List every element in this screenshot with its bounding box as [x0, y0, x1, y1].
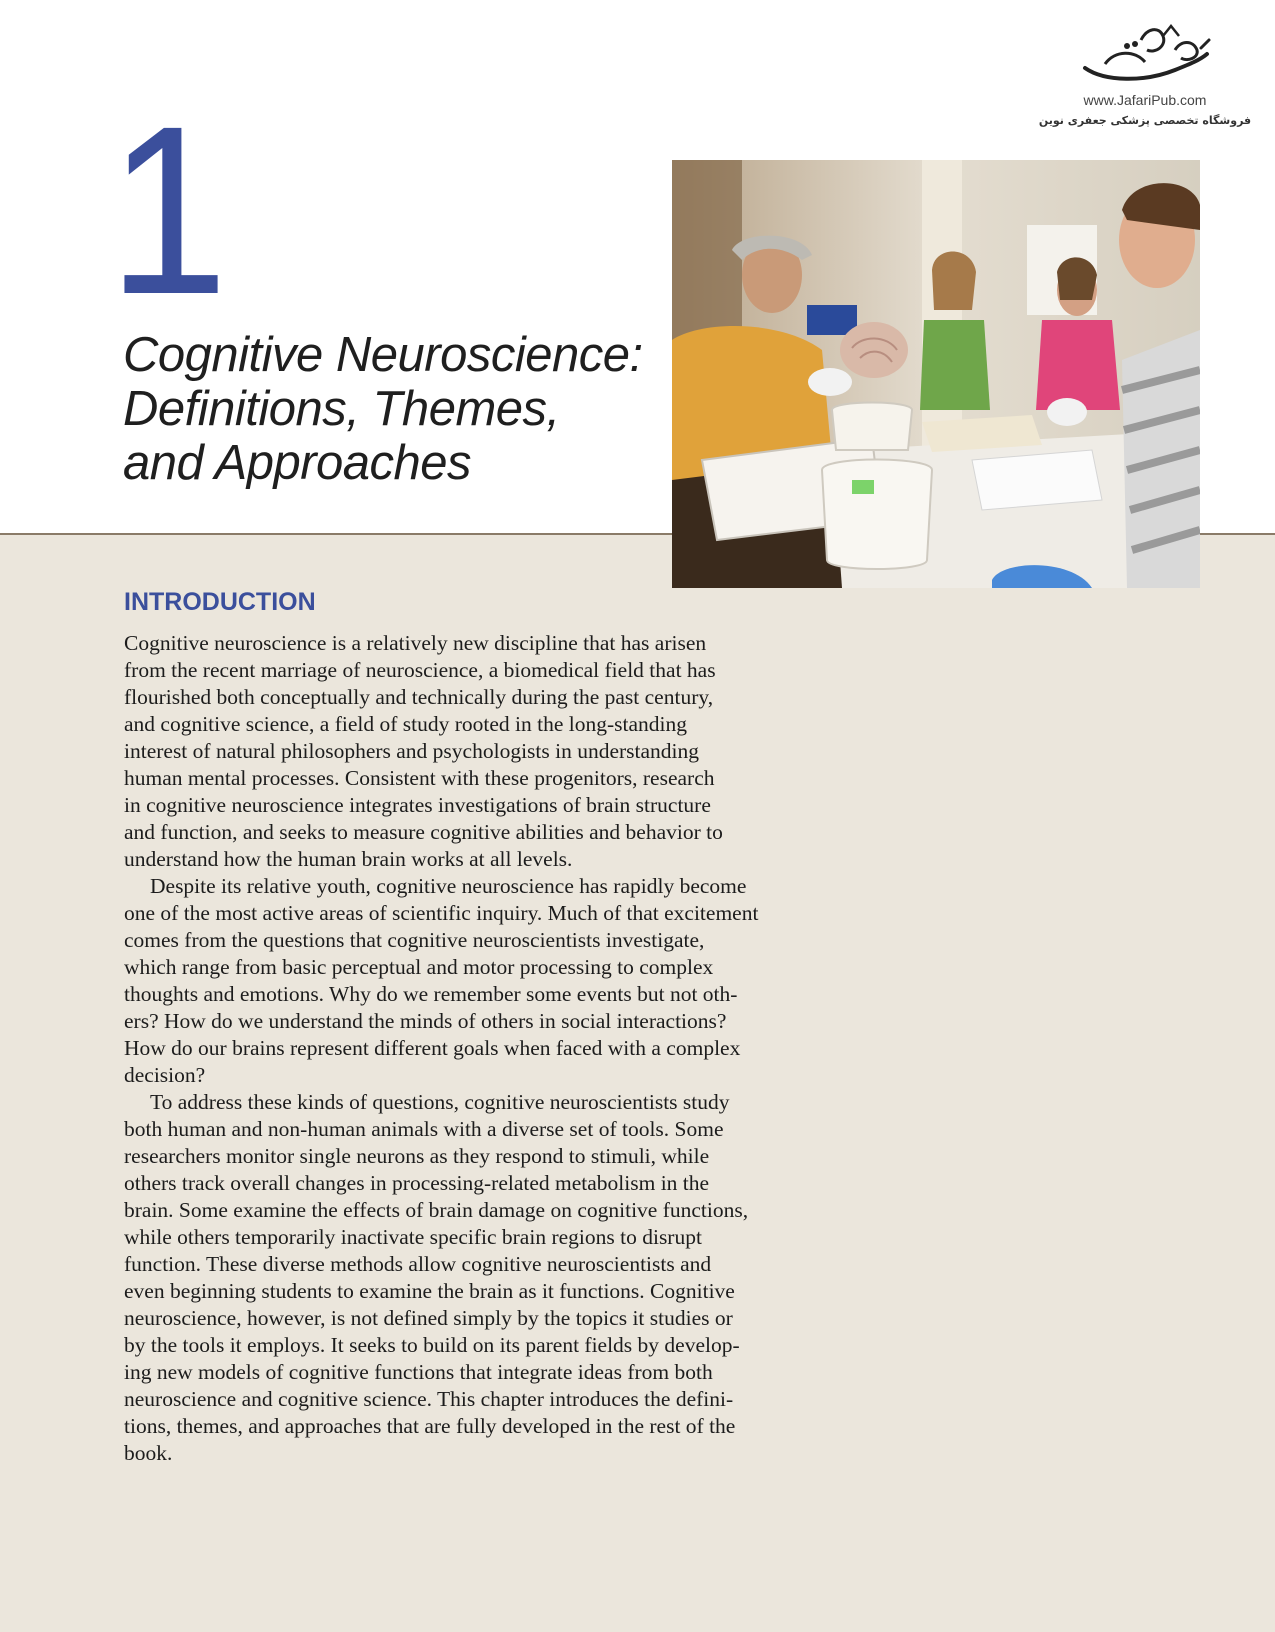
- chapter-photo: [672, 160, 1200, 588]
- text-line: understand how the human brain works at all levels.: [124, 847, 573, 871]
- text-line: tions, themes, and approaches that are fully developed in the rest of the: [124, 1414, 736, 1438]
- paragraph: [124, 873, 844, 1089]
- text-line: ers? How do we understand the minds of others in social interactions?: [124, 1009, 727, 1033]
- publisher-logo: [1030, 20, 1260, 127]
- chapter-title-line: Definitions, Themes,: [123, 382, 560, 436]
- chapter-title-line: and Approaches: [123, 436, 472, 490]
- text-line: Cognitive neuroscience is a relatively new discipline that has arisen: [124, 631, 707, 655]
- paragraph: [124, 1089, 844, 1467]
- text-line: decision?: [124, 1063, 206, 1087]
- chapter-title-line: Cognitive Neuroscience:: [123, 328, 643, 382]
- text-line: book.: [124, 1441, 173, 1465]
- calligraphy-logo-icon: [1075, 20, 1215, 90]
- text-line: from the recent marriage of neuroscience, a biomedical field that has: [124, 658, 716, 682]
- text-line: To address these kinds of questions, cognitive neuroscientists study: [150, 1090, 730, 1114]
- text-line: comes from the questions that cognitive neuroscientists investigate,: [124, 928, 705, 952]
- body-text: [124, 630, 844, 1467]
- text-line: one of the most active areas of scientific inquiry. Much of that excitement: [124, 901, 759, 925]
- text-line: which range from basic perceptual and motor processing to complex: [124, 955, 714, 979]
- text-line: ing new models of cognitive functions that integrate ideas from both: [124, 1360, 713, 1384]
- text-line: thoughts and emotions. Why do we remember some events but not oth-: [124, 982, 738, 1006]
- text-line: and cognitive science, a field of study rooted in the long-standing: [124, 712, 688, 736]
- logo-url: www.JafariPub.com: [1083, 92, 1207, 108]
- logo-tagline: فروشگاه تخصصی پزشکی جعفری نوین: [1038, 114, 1252, 127]
- text-line: by the tools it employs. It seeks to build on its parent fields by develop-: [124, 1333, 740, 1357]
- chapter-number: 1: [108, 76, 229, 344]
- text-line: brain. Some examine the effects of brain damage on cognitive functions,: [124, 1198, 749, 1222]
- paragraph: [124, 630, 844, 873]
- text-line: Despite its relative youth, cognitive neuroscience has rapidly become: [150, 874, 747, 898]
- text-line: function. These diverse methods allow cognitive neuroscientists and: [124, 1252, 712, 1276]
- text-line: neuroscience and cognitive science. This chapter introduces the defini-: [124, 1387, 734, 1411]
- text-line: neuroscience, however, is not defined simply by the topics it studies or: [124, 1306, 733, 1330]
- text-line: while others temporarily inactivate specific brain regions to disrupt: [124, 1225, 702, 1249]
- text-line: researchers monitor single neurons as they respond to stimuli, while: [124, 1144, 710, 1168]
- text-line: in cognitive neuroscience integrates investigations of brain structure: [124, 793, 711, 817]
- text-line: both human and non-human animals with a diverse set of tools. Some: [124, 1117, 724, 1141]
- text-line: even beginning students to examine the brain as it functions. Cognitive: [124, 1279, 735, 1303]
- text-line: others track overall changes in processing-related metabolism in the: [124, 1171, 710, 1195]
- section-heading: INTRODUCTION: [124, 588, 316, 616]
- chapter-title: [123, 328, 643, 490]
- text-line: human mental processes. Consistent with these progenitors, research: [124, 766, 715, 790]
- text-line: How do our brains represent different goals when faced with a complex: [124, 1036, 741, 1060]
- text-line: and function, and seeks to measure cognitive abilities and behavior to: [124, 820, 723, 844]
- text-line: interest of natural philosophers and psychologists in understanding: [124, 739, 700, 763]
- text-line: flourished both conceptually and technically during the past century,: [124, 685, 714, 709]
